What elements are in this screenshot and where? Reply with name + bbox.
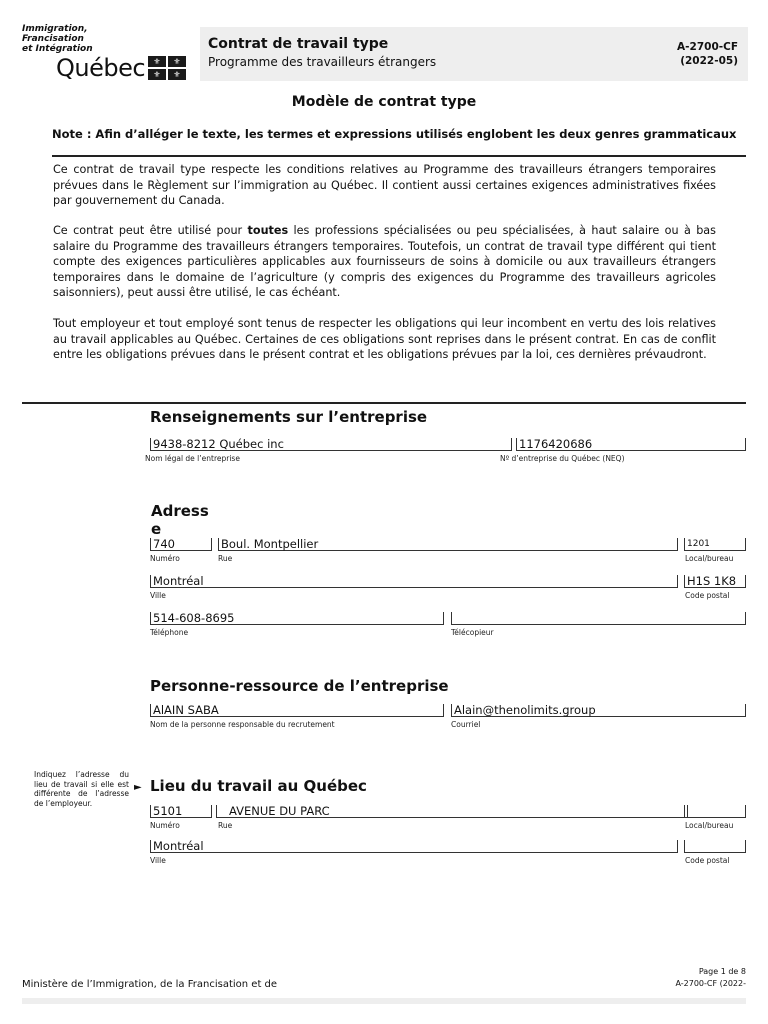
logo-line: Immigration, [22, 24, 88, 34]
form-title: Contrat de travail type [208, 36, 389, 52]
field-label: Nº d’entreprise du Québec (NEQ) [500, 454, 625, 463]
form-code-number: A-2700-CF [677, 41, 738, 53]
field-label: Téléphone [150, 628, 189, 637]
field-label: Local/bureau [685, 554, 734, 563]
page-number: Page 1 de 8 [698, 967, 746, 976]
workplace-unit-field[interactable] [684, 805, 746, 818]
address-postal-field[interactable]: H1S 1K8 [684, 575, 746, 588]
intro-paragraph-2 [53, 223, 716, 301]
address-section-title [151, 502, 209, 538]
logo-line: et Intégration [22, 44, 93, 54]
address-street-field[interactable]: Boul. Montpellier [218, 538, 678, 551]
field-label: Local/bureau [685, 821, 734, 830]
company-neq-field[interactable]: 1176420686 [516, 438, 746, 451]
company-section-title: Renseignements sur l’entreprise [150, 408, 428, 426]
field-label: Télécopieur [451, 628, 494, 637]
divider [52, 155, 746, 157]
form-code [677, 40, 738, 68]
field-label: Code postal [685, 856, 730, 865]
field-label: Numéro [150, 821, 180, 830]
field-label: Courriel [451, 720, 481, 729]
field-label: Ville [150, 591, 166, 600]
footer-page-info [675, 966, 746, 990]
field-label: Nom de la personne responsable du recrutement [150, 720, 335, 729]
gender-note: Note : Afin d’alléger le texte, les termes et expressions utilisés englobent les deux genres grammaticaux [52, 127, 737, 141]
field-label: Rue [218, 554, 233, 563]
form-code-year: (2022-05) [680, 55, 738, 67]
field-label: Ville [150, 856, 166, 865]
arrow-right-icon: ► [134, 782, 142, 793]
para2-emphasis: toutes [247, 224, 289, 237]
form-subtitle: Programme des travailleurs étrangers [208, 55, 437, 69]
contact-email-field[interactable]: Alain@thenolimits.group [451, 704, 746, 717]
workplace-number-field[interactable]: 5101 [150, 805, 212, 818]
contact-name-field[interactable]: AlAIN SABA [150, 704, 444, 717]
footer-bar [22, 998, 746, 1004]
address-unit-field[interactable]: 1201 [684, 538, 746, 551]
company-legal-name-field[interactable]: 9438-8212 Québec inc [150, 438, 512, 451]
field-label: Numéro [150, 554, 180, 563]
workplace-postal-field[interactable] [684, 840, 746, 853]
workplace-section-title: Lieu du travail au Québec [150, 777, 367, 795]
quebec-flag-icon: ⚜ ⚜ ⚜ ⚜ [148, 56, 186, 80]
footer-form-code: A-2700-CF (2022- [675, 979, 746, 988]
document-title: Modèle de contrat type [291, 94, 477, 110]
workplace-city-field[interactable]: Montréal [150, 840, 678, 853]
quebec-wordmark: Québec [56, 54, 146, 82]
address-phone-field[interactable]: 514-608-8695 [150, 612, 444, 625]
contact-section-title: Personne-ressource de l’entreprise [150, 677, 449, 695]
footer-ministry: Ministère de l’Immigration, de la Francisation et de [22, 979, 278, 990]
address-number-field[interactable]: 740 [150, 538, 212, 551]
workplace-side-note: Indiquez l’adresse du lieu de travail si elle est différente de l’adresse de l’employeur. [34, 770, 129, 808]
address-city-field[interactable]: Montréal [150, 575, 678, 588]
intro-paragraph-1: Ce contrat de travail type respecte les conditions relatives au Programme des travailleurs étrangers temporaires prévues dans le Règlement sur l’immigration au Québec. Il contient aussi certaines exigences administratives fixées par gouvernement du Canada. [53, 163, 716, 207]
address-title-line: e [151, 520, 162, 538]
intro-paragraph-3: Tout employeur et tout employé sont tenus de respecter les obligations qui leur incombent en vertu des lois relatives au travail applicables au Québec. Certaines de ces obligations sont reprises dans le présent contrat. En cas de conflit entre les obligations prévues dans le présent contrat et les obligations prévues par la loi, ces dernières prévaudront. [53, 317, 716, 361]
field-label: Code postal [685, 591, 730, 600]
field-label: Rue [218, 821, 233, 830]
workplace-street-field[interactable]: AVENUE DU PARC [216, 805, 688, 818]
para2-text: les professions spécialisées ou peu spécialisées, à haut salaire ou à bas salaire du Programme des travailleurs étrangers temporaires. Toutefois, un contrat de travail type différent qui tient compte des exigences particulières applicables aux fournisseurs de soins à domicile ou aux travailleurs étrangers temporaires dans le domaine de l’agriculture (y compris des exigences du Programme des travailleurs agricoles saisonniers), peut aussi être utilisé, le cas échéant. [53, 224, 716, 299]
field-label: Nom légal de l’entreprise [145, 454, 240, 463]
section-divider [22, 402, 746, 404]
para2-text: Ce contrat peut être utilisé pour [53, 224, 248, 237]
logo-line: Francisation [22, 34, 84, 44]
address-fax-field[interactable] [451, 612, 746, 625]
ministry-logo-text [22, 24, 93, 54]
address-title-line: Adress [151, 502, 209, 520]
